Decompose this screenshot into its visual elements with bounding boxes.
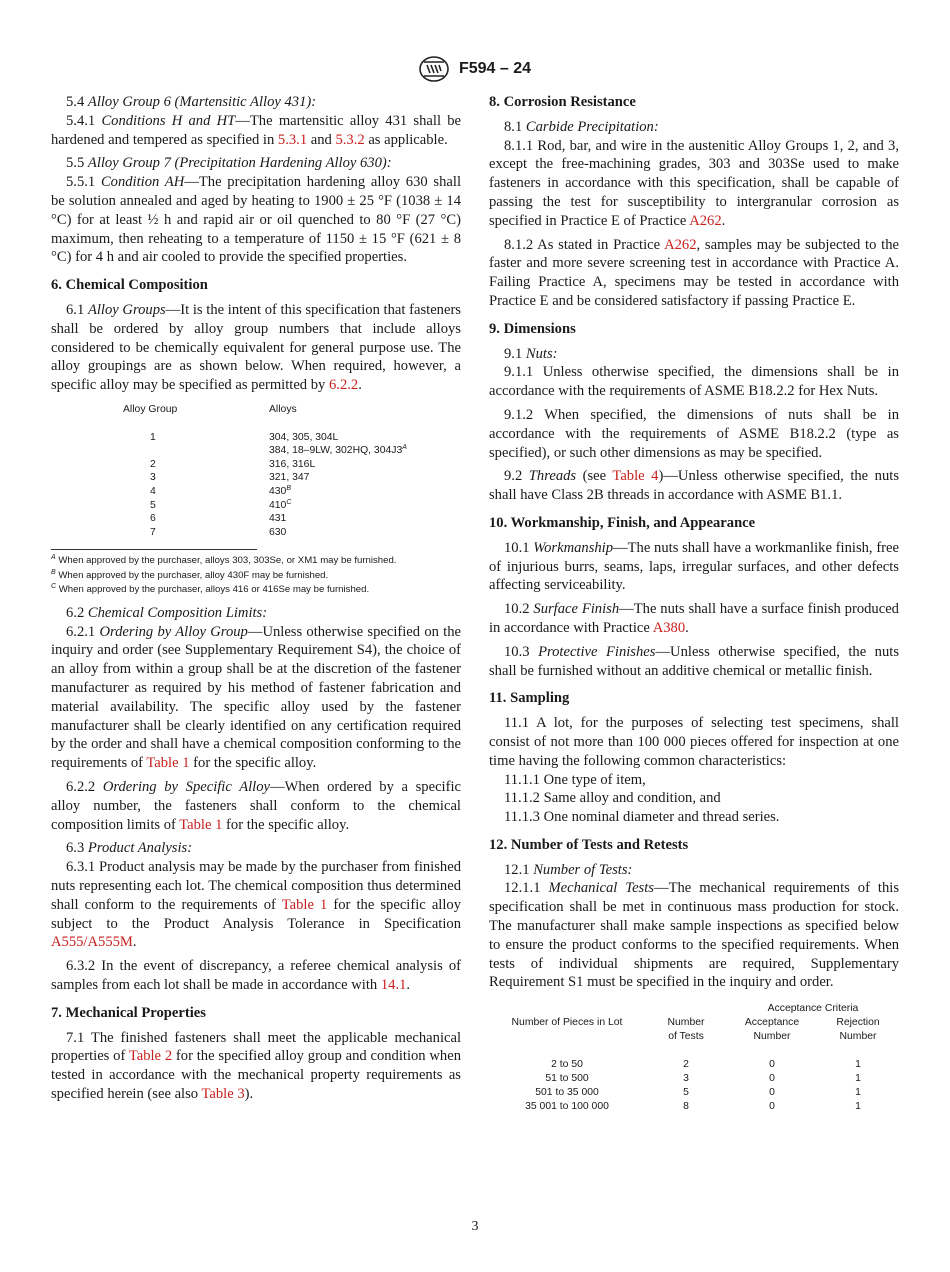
- heading-12: 12. Number of Tests and Retests: [489, 836, 689, 853]
- astm-logo-icon: [419, 56, 449, 82]
- section-7-1: 7.1 The finished fasteners shall meet the applicable mechanical properties of Table 2 for the specified alloy group and condition when tested in accordance with the mechanical property requirements as specified herein (see also Table 3).: [51, 1029, 462, 1102]
- table-row: 4 $430^B$: [150, 484, 292, 497]
- footnote-c: $^C$ When approved by the purchaser, alloys 416 or 416Se may be furnished.: [51, 583, 370, 596]
- link-6-2-2[interactable]: 6.2.2: [329, 377, 359, 394]
- alloy-table-header: Alloy Group Alloys: [123, 403, 297, 415]
- section-5-4: 5.4 Alloy Group 6 (Martensitic Alloy 431):: [66, 94, 317, 110]
- section-9-2: 9.2 Threads (see Table 4)—Unless otherwise specified, the nuts shall have Class 2B threads in accordance with ASME B1.1.: [489, 468, 900, 504]
- section-9-1-1: 9.1.1 Unless otherwise specified, the dimensions shall be in accordance with the requirements of ASME B18.2.2 for Hex Nuts.: [489, 364, 900, 400]
- section-6-1: 6.1 Alloy Groups—It is the intent of this specification that fasteners shall be ordered by alloy group numbers that include alloys considered to be chemically equivalent for general purpose use. The alloy groupings are as shown below. When required, however, a specific alloy may be specified as permitted by 6.2.2.: [51, 301, 461, 394]
- section-9-1-2: 9.1.2 When specified, the dimensions of nuts shall be in accordance with the requirements of ASME B18.2.2 (type as specified), or such other dimensions as may be specified.: [489, 406, 900, 461]
- section-5-5-1: 5.5.1 Condition AH—The precipitation hardening alloy 630 shall be solution annealed and aged by heating to 1900 ± 25 °F (1038 ± 14 °C) for at least ½ h and rapid air or oil quenched to 80 °F (27 °C) maximum, then reheating to a temperature of 1150 ± 15 °F (621 ± 8 °C) for 4 h and air cooled to provide the specified properties.: [51, 174, 461, 266]
- section-10-2: 10.2 Surface Finish—The nuts shall have a surface finish produced in accordance with Practice A380.: [489, 601, 899, 636]
- table-row: 35 001 to 100 000 8 0 1: [525, 1101, 861, 1113]
- section-6-2-2: 6.2.2 Ordering by Specific Alloy—When ordered by a specific alloy number, the fasteners shall conform to the chemical composition limits of Table 1 for the specific alloy.: [51, 778, 461, 833]
- link-table-1[interactable]: Table 1: [281, 896, 328, 913]
- link-table-1[interactable]: Table 1: [179, 816, 223, 833]
- link-a262[interactable]: A262: [664, 236, 697, 253]
- section-6-2-1: 6.2.1 Ordering by Alloy Group—Unless otherwise specified on the inquiry and order (see Supplementary Requirement S4), the choice of an alloy from within a group shall be at the discretion of the fastener manufacturer as required by his method of fastener fabrication and material availability. The specific alloy used by the fastener manufacturer shall be clearly identified on any certification required by the order and shall have a chemical composition conforming to the requirements of Table 1 for the specific alloy.: [51, 623, 461, 772]
- table-row: 51 to 500 3 0 1: [545, 1073, 861, 1085]
- table-row: 2 316, 316L: [150, 458, 316, 470]
- footnote-b: $^B$ When approved by the purchaser, alloy 430F may be furnished.: [51, 568, 329, 581]
- heading-10: 10. Workmanship, Finish, and Appearance: [489, 514, 756, 531]
- section-10-3: 10.3 Protective Finishes—Unless otherwise specified, the nuts shall be furnished without an additive chemical or metallic finish.: [489, 643, 899, 679]
- heading-6: 6. Chemical Composition: [51, 277, 208, 294]
- left-column: [51, 93, 461, 1109]
- section-10-1: 10.1 Workmanship—The nuts shall have a workmanlike finish, free of injurious burrs, seams, laps, irregular surfaces, and other defects affecting serviceability.: [489, 539, 899, 594]
- page-number: 3: [471, 1219, 479, 1234]
- table-row: 501 to 35 000 5 0 1: [535, 1087, 861, 1099]
- table-row: 6 431: [150, 513, 287, 525]
- table-row: 384, 18–9LW, 302HQ, $304J3^A$: [269, 444, 407, 457]
- heading-8: 8. Corrosion Resistance: [489, 94, 636, 110]
- right-column: [489, 93, 899, 1114]
- section-11-1-2: 11.1.2 Same alloy and condition, and: [504, 790, 721, 807]
- section-6-2: 6.2 Chemical Composition Limits:: [66, 604, 268, 621]
- link-table-1[interactable]: Table 1: [146, 755, 190, 772]
- acceptance-header-row-1: Number of Pieces in Lot Number Acceptance Rejection: [511, 1017, 880, 1029]
- table-row: 1 304, 305, 304L: [150, 431, 339, 443]
- section-5-4-1: 5.4.1 Conditions H and HT—The martensitic alloy 431 shall be hardened and tempered as specified in 5.3.1 and 5.3.2 as applicable.: [51, 112, 462, 148]
- heading-11: 11. Sampling: [489, 690, 570, 707]
- section-8-1: 8.1 Carbide Precipitation:: [504, 118, 659, 135]
- link-5-3-2[interactable]: 5.3.2: [335, 131, 365, 148]
- section-12-1-1: 12.1.1 Mechanical Tests—The mechanical requirements of this specification shall be met in continuous mass production for stock. The manufacturer shall make sample inspections as specified below to ensure the product conforms to the specified requirements. When tests of individual shipments are required, Supplementary Requirement S1 must be specified in the inquiry and order.: [489, 880, 899, 991]
- link-table-3[interactable]: Table 3: [201, 1085, 245, 1102]
- link-5-3-1[interactable]: 5.3.1: [277, 131, 308, 148]
- heading-7: 7. Mechanical Properties: [51, 1004, 206, 1021]
- acceptance-criteria-table: [489, 1002, 899, 1114]
- table-row: 7 630: [150, 526, 287, 538]
- link-a555[interactable]: A555/A555M: [51, 934, 133, 951]
- heading-9: 9. Dimensions: [489, 320, 576, 337]
- link-table-4[interactable]: Table 4: [612, 468, 659, 485]
- section-6-3: 6.3 Product Analysis:: [66, 840, 193, 857]
- table-row: 2 to 50 2 0 1: [551, 1059, 861, 1071]
- section-11-1: 11.1 A lot, for the purposes of selecting test specimens, shall consist of not more than 100 000 pieces offered for inspection at one time having the following common characteristics:: [489, 715, 899, 769]
- link-a380[interactable]: A380: [652, 619, 686, 636]
- link-14-1[interactable]: 14.1: [380, 976, 407, 993]
- alloy-group-table: [51, 403, 461, 539]
- section-8-1-2: 8.1.2 As stated in Practice A262, samples may be subjected to the faster and more severe screening test in accordance with Practice A. Failing Practice A, specimens may be tested in accordance with Practice E and be considered satisfactory if passing Practice E.: [489, 236, 899, 309]
- table-row: 5 $410^C$: [150, 498, 292, 511]
- link-table-2[interactable]: Table 2: [128, 1048, 173, 1065]
- acceptance-header-row-2: of Tests Number Number: [668, 1031, 877, 1043]
- table-row: 3 321, 347: [150, 472, 310, 484]
- page-header: [0, 56, 950, 82]
- section-11-1-1: 11.1.1 One type of item,: [504, 771, 646, 788]
- footnote-a: $^A$ When approved by the purchaser, alloys 303, 303Se, or XM1 may be furnished.: [51, 554, 397, 567]
- section-8-1-1: 8.1.1 Rod, bar, and wire in the austenitic Alloy Groups 1, 2, and 3, except the free-machining grades, 303 and 303Se used to make fasteners in accordance with this specification, shall be capable of passing the test for susceptibility to intergranular corrosion as specified in Practice E of Practice A262.: [489, 137, 900, 229]
- section-9-1: 9.1 Nuts:: [504, 345, 558, 362]
- document-designation: F594 – 24: [458, 60, 532, 77]
- section-11-1-3: 11.1.3 One nominal diameter and thread series.: [504, 809, 780, 826]
- section-6-3-1: 6.3.1 Product analysis may be made by the purchaser from finished nuts representing each lot. The chemical composition thus determined shall conform to the requirements of Table 1 for the specific alloy subject to the Product Analysis Tolerance in Specification A555/A555M.: [51, 859, 461, 951]
- section-6-3-2: 6.3.2 In the event of discrepancy, a referee chemical analysis of samples from each lot shall be made in accordance with 14.1.: [51, 958, 461, 993]
- footnote-divider: [51, 549, 257, 550]
- acceptance-group-header: Acceptance Criteria: [767, 1003, 859, 1015]
- section-12-1: 12.1 Number of Tests:: [504, 861, 633, 878]
- link-a262[interactable]: A262: [689, 212, 722, 229]
- section-5-5: 5.5 Alloy Group 7 (Precipitation Hardening Alloy 630):: [66, 155, 392, 172]
